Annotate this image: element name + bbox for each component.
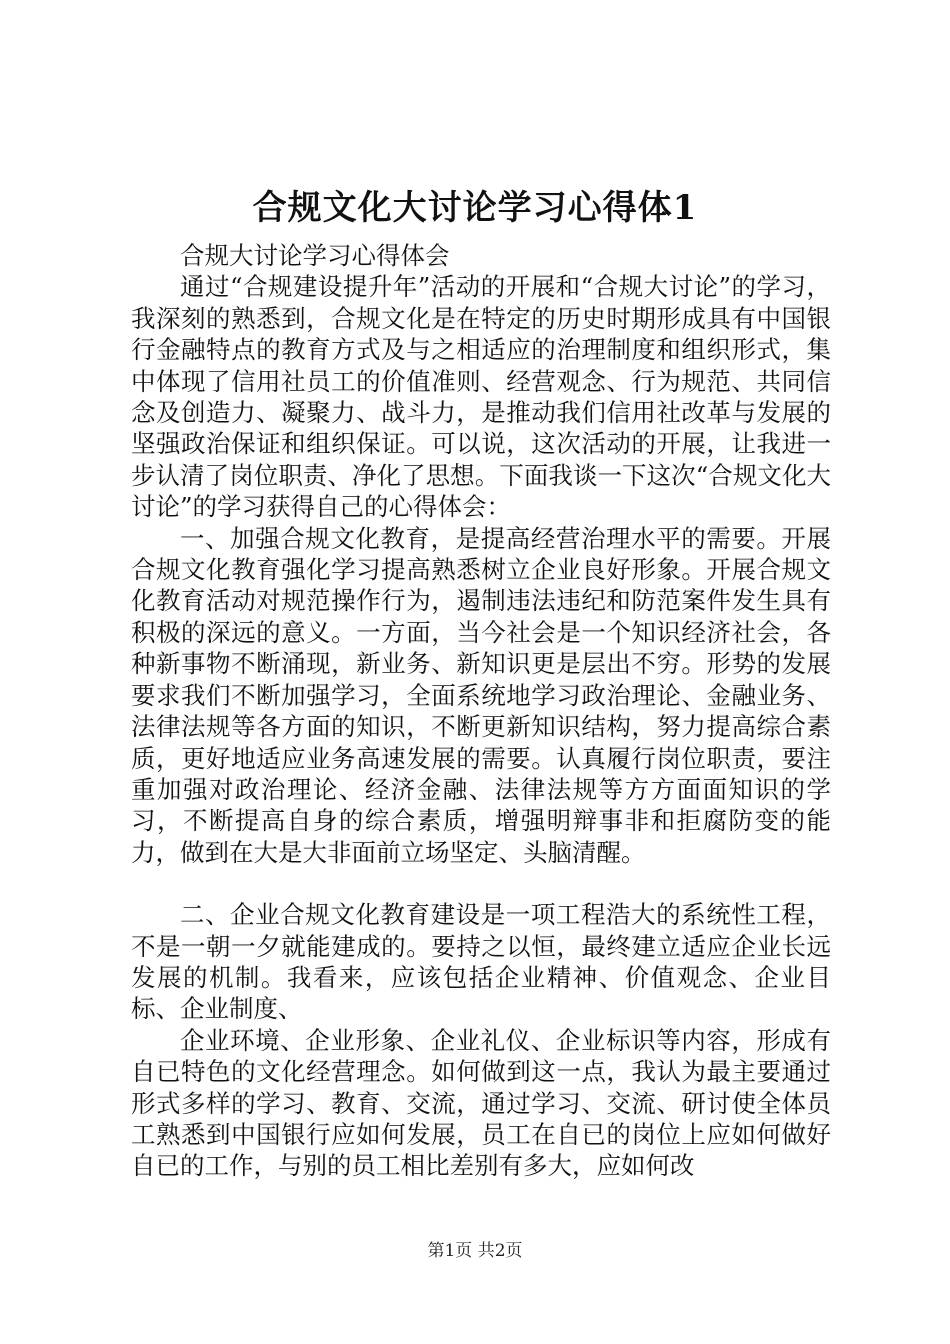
section-two-continued-paragraph: 企业环境、企业形象、企业礼仪、企业标识等内容，形成有自已特色的文化经营理念。如何做到这一点，我认为最主要通过形式多样的学习、教育、交流，通过学习、交流、研讨使全体员工熟悉到中国银行应如何发展，员工在自已的岗位上应如何做好自已的工作，与别的员工相比差别有多大，应如何改 <box>131 1025 831 1181</box>
intro-paragraph: 通过“合规建设提升年”活动的开展和“合规大讨论”的学习，我深刻的熟悉到，合规文化是在特定的历史时期形成具有中国银行金融特点的教育方式及与之相适应的治理制度和组织形式，集中体现了信用社员工的价值准则、经营观念、行为规范、共同信念及创造力、凝聚力、战斗力，是推动我们信用社改革与发展的坚强政治保证和组织保证。可以说，这次活动的开展，让我进一步认清了岗位职责、净化了思想。下面我谈一下这次“合规文化大讨论”的学习获得自己的心得体会： <box>131 272 831 522</box>
section-one-paragraph: 一、加强合规文化教育，是提高经营治理水平的需要。开展合规文化教育强化学习提高熟悉树立企业良好形象。开展合规文化教育活动对规范操作行为，遏制违法违纪和防范案件发生具有积极的深远的意义。一方面，当今社会是一个知识经济社会，各种新事物不断涌现，新业务、新知识更是层出不穷。形势的发展要求我们不断加强学习，全面系统地学习政治理论、金融业务、法律法规等各方面的知识，不断更新知识结构，努力提高综合素质，更好地适应业务高速发展的需要。认真履行岗位职责，要注重加强对政治理论、经济金融、法律法规等方方面面知识的学习，不断提高自身的综合素质，增强明辩事非和拒腐防变的能力，做到在大是大非面前立场坚定、头脑清醒。 <box>131 523 831 867</box>
document-title: 合规文化大讨论学习心得体1 <box>252 188 698 228</box>
section-two-paragraph: 二、企业合规文化教育建设是一项工程浩大的系统性工程，不是一朝一夕就能建成的。要持之以恒，最终建立适应企业长远发展的机制。我看来，应该包括企业精神、价值观念、企业目标、企业制度、 <box>131 900 831 1024</box>
subtitle-paragraph: 合规大讨论学习心得体会 <box>180 241 450 270</box>
document-body <box>131 240 831 1182</box>
page-footer: 第1页 共2页 <box>427 1241 523 1261</box>
